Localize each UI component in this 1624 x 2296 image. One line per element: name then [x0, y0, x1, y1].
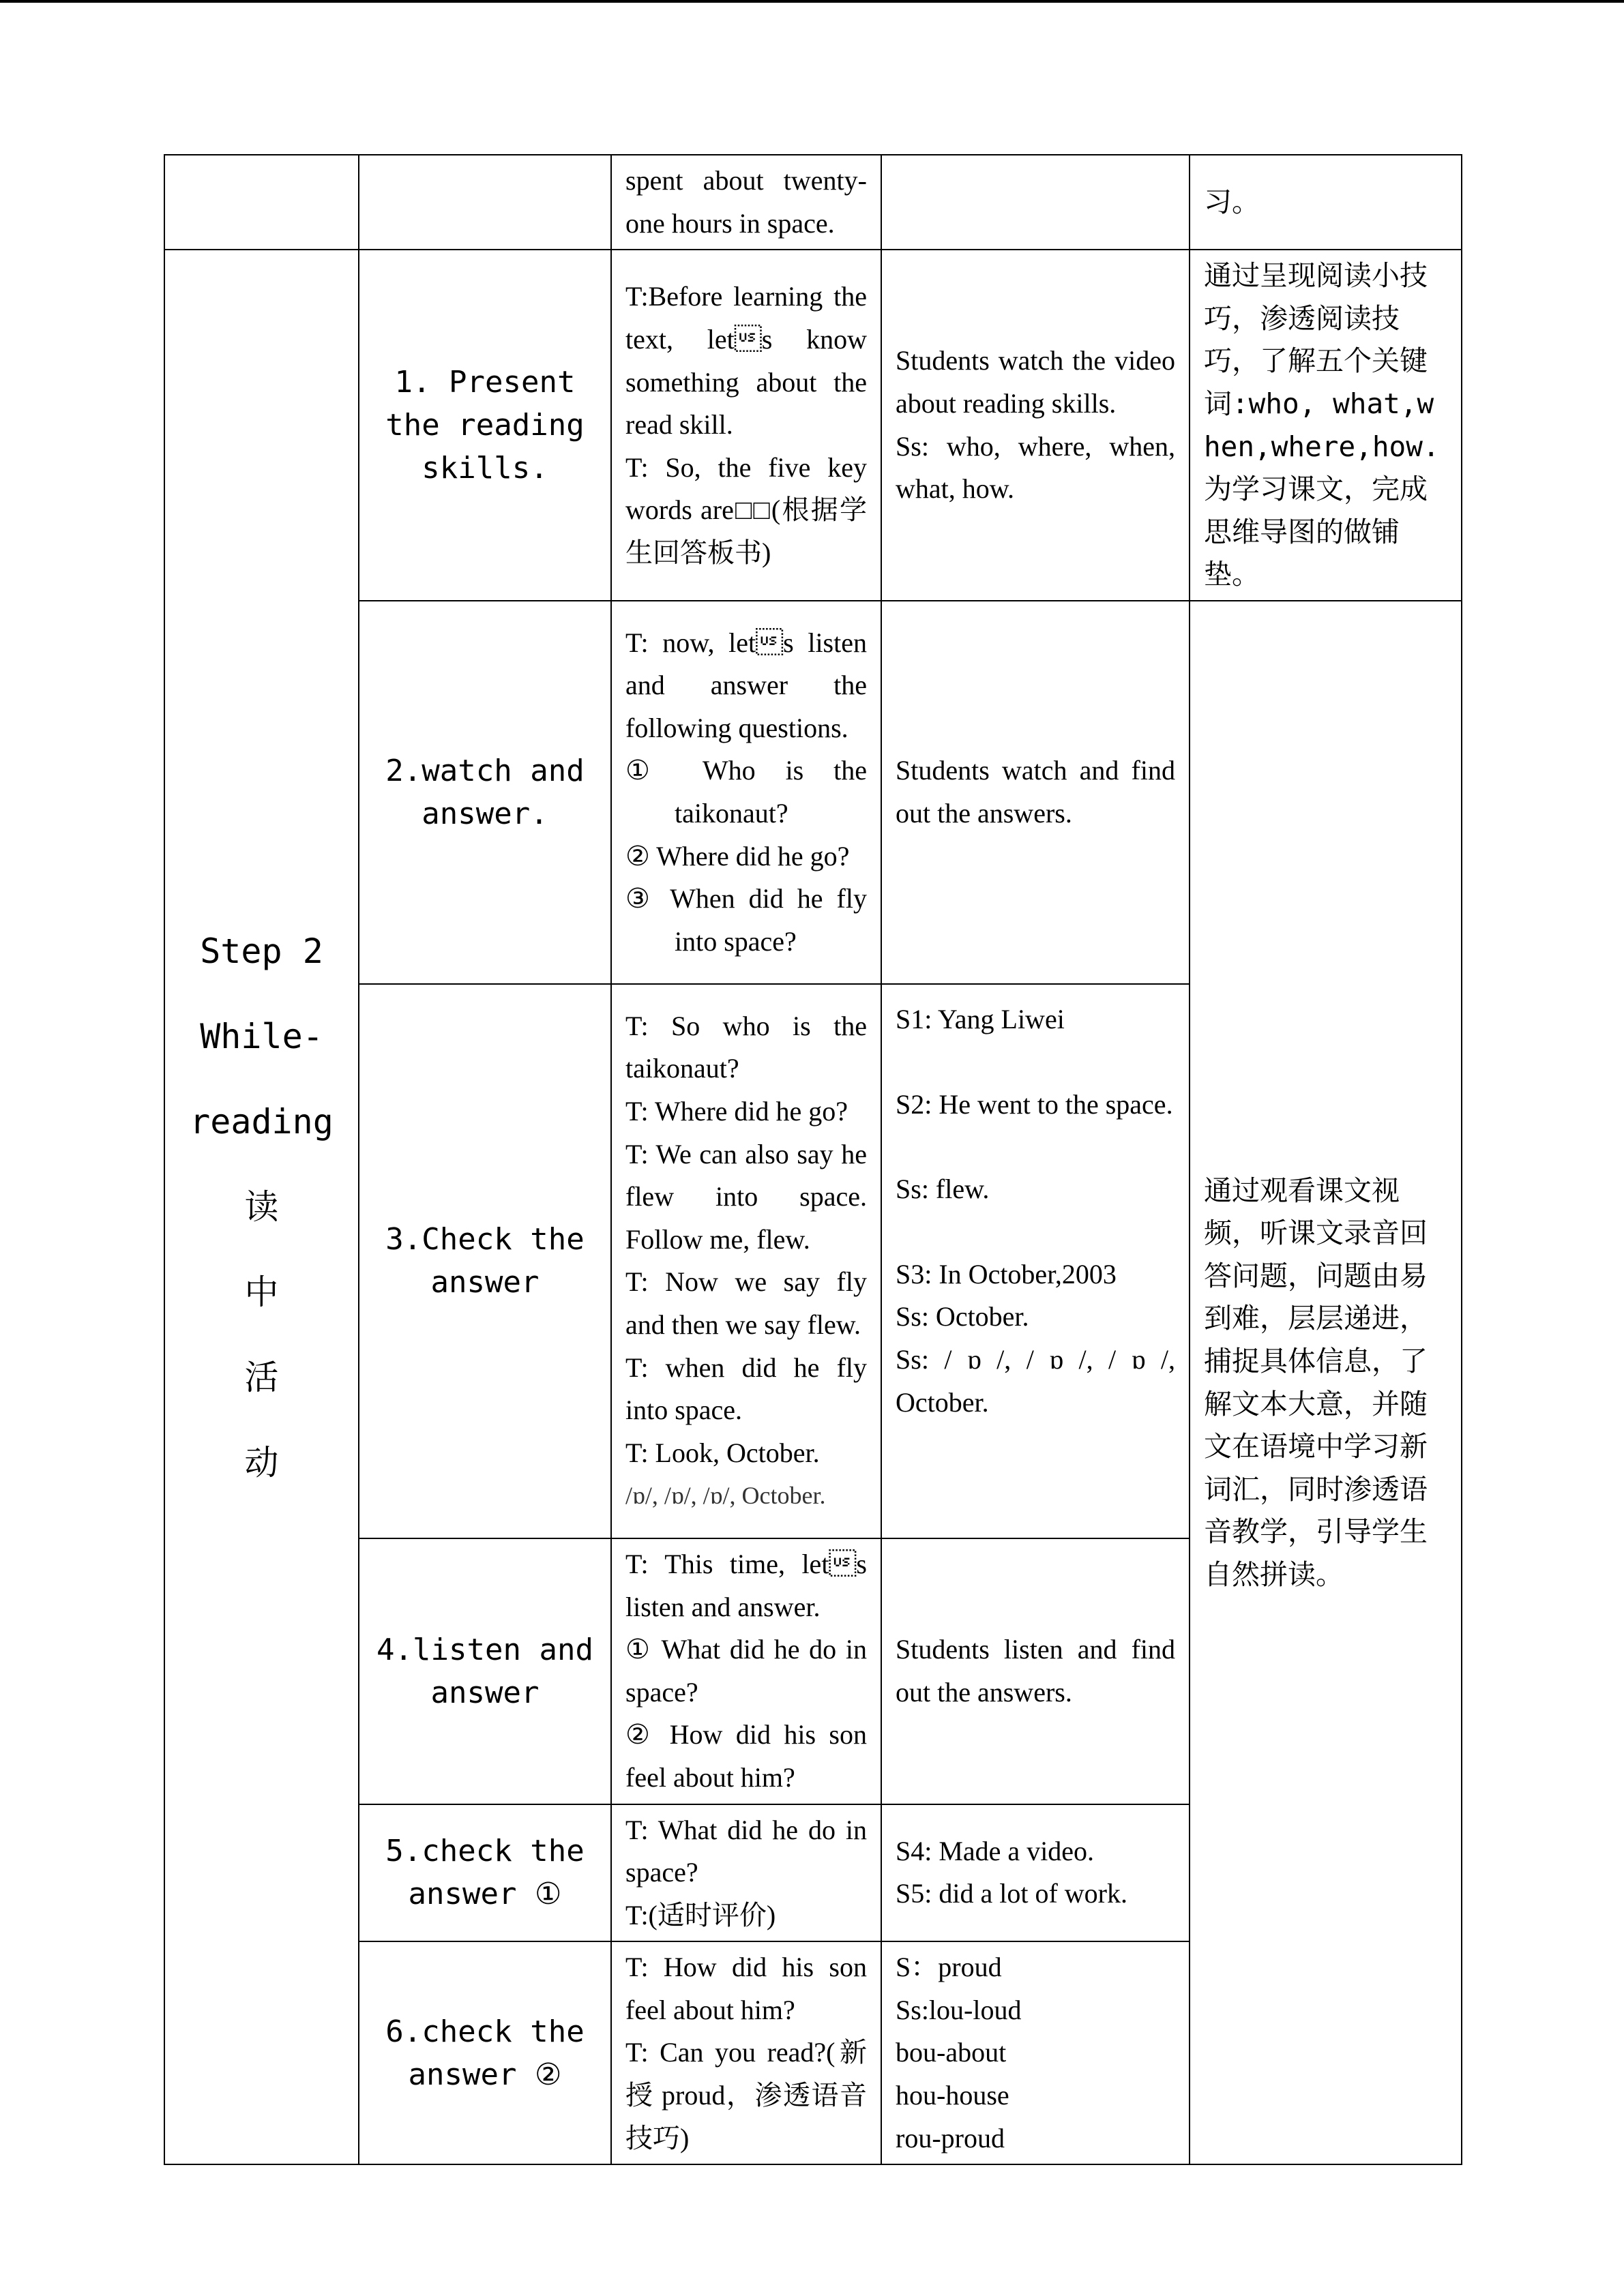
teacher-activity-cell: spent about twenty-one hours in space. — [611, 155, 881, 250]
lesson-plan-table — [164, 154, 1462, 2165]
question-item: ① What did he do in space? — [625, 1634, 867, 1708]
student-line: hou-house — [896, 2080, 1009, 2111]
student-line: Ss:lou-loud — [896, 1994, 1022, 2025]
spacer — [896, 1041, 1175, 1084]
empty-cell — [881, 155, 1190, 250]
student-line: Ss: who, where, when, what, how. — [896, 430, 1175, 505]
spacer — [896, 1211, 1175, 1253]
teacher-line: T: Can you read?(新授 proud，渗透语音技巧) — [625, 2037, 867, 2153]
student-line: Ss: / ɒ /, / ɒ /, / ɒ /, October. — [896, 1343, 1175, 1418]
activity-name-cell: 6.check the answer ② — [359, 1941, 611, 2164]
student-line: S3: In October,2003 — [896, 1258, 1117, 1289]
question-item: ② How did his son feel about him? — [625, 1719, 867, 1793]
teacher-line: T: Where did he go? — [625, 1096, 848, 1127]
teacher-line: T: now, let s listen and answer the following questions. — [625, 627, 867, 743]
question-item: ③ When did he fly into space? — [625, 883, 867, 957]
student-line: Ss: October. — [896, 1301, 1029, 1332]
step-name-part: reading — [190, 1101, 334, 1142]
teacher-line: T:(适时评价) — [625, 1899, 776, 1930]
teacher-line: T: How did his son feel about him? — [625, 1952, 867, 2025]
activity-name-cell: 3.Check the answer — [359, 984, 611, 1538]
student-line: S2: He went to the space. — [896, 1088, 1173, 1120]
student-line: S：proud — [896, 1952, 1002, 1983]
teacher-line: /ɒ/, /ɒ/, /ɒ/, October. — [625, 1482, 826, 1510]
student-line: Ss: flew. — [896, 1174, 990, 1205]
question-item: ② Where did he go? — [625, 840, 850, 871]
step-number: Step 2 — [200, 931, 323, 971]
activity-name-cell: 1. Present the reading skills. — [359, 250, 611, 601]
activity-name-cell: 4.listen and answer — [359, 1538, 611, 1804]
teacher-activity-cell — [611, 250, 881, 601]
student-activity-cell — [881, 984, 1190, 1538]
student-line: S1: Yang Liwei — [896, 1003, 1065, 1034]
teacher-activity-cell — [611, 1804, 881, 1942]
step-label-cell — [164, 250, 359, 2164]
empty-cell — [164, 155, 359, 250]
step-chinese-char: 活 — [244, 1357, 279, 1397]
design-intent-cell: 通过呈现阅读小技巧，渗透阅读技巧，了解五个关键词:who, what,when,where,how.为学习课文，完成思维导图的做铺垫。 — [1190, 250, 1462, 601]
teacher-line: T: Now we say fly and then we say flew. — [625, 1266, 867, 1341]
teacher-activity-cell — [611, 1941, 881, 2164]
table-row — [164, 155, 1462, 250]
student-line: Students watch the video about reading skills. — [896, 345, 1175, 419]
teacher-line: T: when did he fly into space. — [625, 1352, 867, 1426]
teacher-line: T: What did he do in space? — [625, 1814, 867, 1888]
step-chinese-char: 读 — [244, 1187, 279, 1227]
activity-name-cell: 5.check the answer ① — [359, 1804, 611, 1942]
design-intent-cell: 通过观看课文视频，听课文录音回答问题，问题由易到难，层层递进，捕捉具体信息，了解文本大意，并随文在语境中学习新词汇，同时渗透语音教学，引导学生自然拼读。 — [1190, 601, 1462, 2164]
design-intent-cell: 习。 — [1190, 155, 1462, 250]
student-activity-cell — [881, 1804, 1190, 1942]
teacher-line: T: So who is the taikonaut? — [625, 1010, 867, 1084]
student-line: S4: Made a video. — [896, 1835, 1095, 1866]
teacher-activity-cell — [611, 1538, 881, 1804]
student-activity-cell: Students watch and find out the answers. — [881, 601, 1190, 984]
student-line: rou-proud — [896, 2122, 1005, 2153]
teacher-line: T:Before learning the text, let s know something about the read skill. — [625, 281, 867, 441]
step-chinese-char: 动 — [244, 1442, 279, 1482]
table-row — [164, 250, 1462, 601]
spacer — [896, 1126, 1175, 1168]
question-item: ① Who is the taikonaut? — [625, 755, 867, 829]
step-name-part: While- — [200, 1016, 323, 1056]
teacher-line: T: We can also say he flew into space. Follow me, flew. — [625, 1138, 867, 1255]
step-chinese-char: 中 — [244, 1272, 279, 1312]
student-activity-cell: Students listen and find out the answers. — [881, 1538, 1190, 1804]
table-row — [164, 601, 1462, 984]
teacher-line: T: Look, October. — [625, 1437, 820, 1468]
teacher-activity-cell — [611, 601, 881, 984]
teacher-line: T: So, the five key words are□□(根据学生回答板书) — [625, 451, 867, 569]
student-activity-cell — [881, 250, 1190, 601]
student-line: S5: did a lot of work. — [896, 1878, 1127, 1909]
activity-name-cell: 2.watch and answer. — [359, 601, 611, 984]
student-line: bou-about — [896, 2037, 1007, 2068]
empty-cell — [359, 155, 611, 250]
teacher-line: T: This time, let s listen and answer. — [625, 1548, 867, 1622]
teacher-activity-cell — [611, 984, 881, 1538]
student-activity-cell — [881, 1941, 1190, 2164]
